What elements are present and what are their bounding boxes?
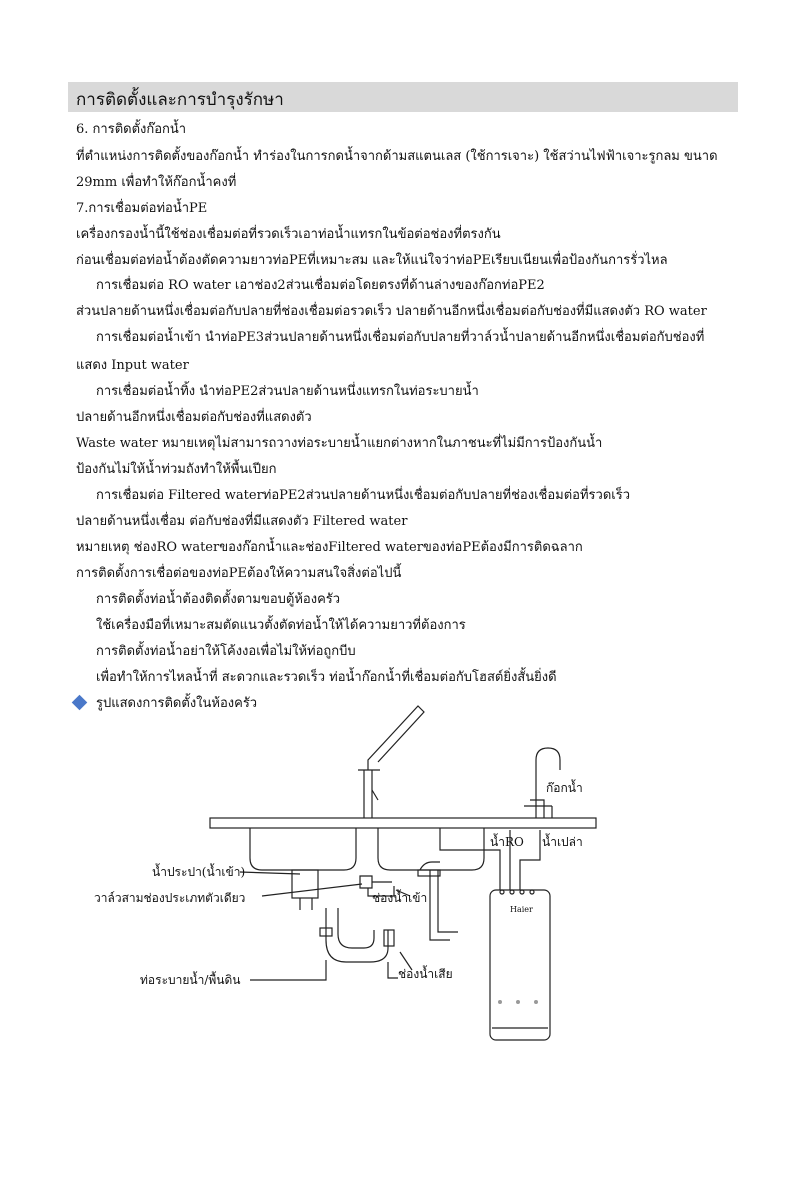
sink-right bbox=[378, 828, 484, 870]
paragraph-line: ป้องกันไม่ให้น้ำท่วมถังทำให้พื้นเปียก bbox=[76, 462, 277, 477]
paragraph-line: 6. การติดตั้งก๊อกน้ำ bbox=[76, 122, 187, 137]
three-way-valve bbox=[360, 876, 392, 888]
paragraph-line: ปลายด้านหนึ่งเชื่อม ต่อกับช่องที่มีแสดงตัว Filtered water bbox=[76, 514, 408, 529]
paragraph-line: การติดตั้งการเชื่อต่อของท่อPEต้องให้ความสนใจสิ่งต่อไปนี้ bbox=[76, 566, 402, 581]
paragraph-line: เครื่องกรองน้ำนี้ใช้ช่องเชื่อมต่อที่รวดเร็วเอาท่อน้ำแทรกในข้อต่อช่องที่ตรงกัน bbox=[76, 227, 501, 242]
label-inlet-port: ช่องน้ำเข้า bbox=[372, 891, 428, 905]
brand-label: Haier bbox=[510, 905, 533, 914]
label-faucet: ก๊อกน้ำ bbox=[546, 781, 583, 795]
counter-top bbox=[210, 818, 596, 828]
paragraph-line: หมายเหตุ ช่องRO waterของก๊อกน้ำและช่องFiltered waterของท่อPEต้องมีการติดฉลาก bbox=[76, 540, 583, 555]
paragraph-line: ก่อนเชื่อมต่อท่อน้ำต้องตัดความยาวท่อPEที่เหมาะสม และให้แน่ใจว่าท่อPEเรียบเนียนเพื่อป้องกันการรั่วไหล bbox=[76, 253, 668, 268]
label-waste-port: ช่องน้ำเสีย bbox=[398, 967, 453, 981]
paragraph-line: การติดตั้งท่อน้ำต้องติดตั้งตามขอบตู้ห้องครัว bbox=[96, 592, 341, 607]
paragraph-line: การเชื่อมต่อน้ำทิ้ง นำท่อPE2ส่วนปลายด้านหนึ่งแทรกในท่อระบายน้ำ bbox=[96, 384, 479, 399]
label-tap-inlet: น้ำประปา(น้ำเข้า) bbox=[152, 865, 246, 879]
paragraph-line: ปลายด้านอีกหนึ่งเชื่อมต่อกับช่องที่แสดงตัว bbox=[76, 410, 312, 425]
label-pure-water: น้ำเปล่า bbox=[542, 835, 583, 849]
paragraph-line: 7.การเชื่อมต่อท่อน้ำPE bbox=[76, 201, 208, 216]
drain-trap bbox=[300, 898, 388, 962]
paragraph-line: ส่วนปลายด้านหนึ่งเชื่อมต่อกับปลายที่ช่องเชื่อมต่อรวดเร็ว ปลายด้านอีกหนึ่งเชื่อมต่อกับช่องที่มีแสดงตัว RO water bbox=[76, 304, 707, 319]
paragraph-line: เพื่อทำให้การไหลน้ำที่ สะดวกและรวดเร็ว ท่อน้ำก๊อกน้ำที่เชื่อมต่อกับโฮสต์ยิ่งสั้นยิ่งดี bbox=[96, 670, 557, 685]
sink-left bbox=[250, 828, 356, 870]
paragraph-line: การเชื่อมต่อน้ำเข้า นำท่อPE3ส่วนปลายด้านหนึ่งเชื่อมต่อกับปลายที่วาล์วน้ำปลายด้านอีกหนึ่งเชื่อมต่อกับช่องที่ bbox=[96, 330, 705, 345]
paragraph-line: 29mm เพื่อทำให้ก๊อกน้ำคงที่ bbox=[76, 175, 237, 190]
label-valve: วาล์วสามช่องประเภทตัวเดียว bbox=[94, 891, 246, 905]
section-title: การติดตั้งและการบำรุงรักษา bbox=[76, 90, 284, 110]
figure-caption: รูปแสดงการติดตั้งในห้องครัว bbox=[96, 696, 258, 711]
paragraph-line: การติดตั้งท่อน้ำอย่าให้โค้งงอเพื่อไม่ให้ท่อถูกบีบ bbox=[96, 644, 356, 659]
paragraph-line: Waste water หมายเหตุไม่สามารถวางท่อระบายน้ำแยกต่างหากในภาชนะที่ไม่มีการป้องกันน้ำ bbox=[76, 436, 603, 451]
paragraph-line: การเชื่อมต่อ Filtered waterท่อPE2ส่วนปลายด้านหนึ่งเชื่อมต่อกับปลายที่ช่องเชื่อมต่อที่รวดเร็ว bbox=[96, 488, 630, 503]
paragraph-line: การเชื่อมต่อ RO water เอาช่อง2ส่วนเชื่อมต่อโดยตรงที่ด้านล่างของก๊อกท่อPE2 bbox=[96, 278, 545, 293]
label-drain: ท่อระบายน้ำ/พื้นดิน bbox=[140, 973, 241, 987]
inlet-tube bbox=[430, 870, 458, 940]
paragraph-line: แสดง Input water bbox=[76, 358, 189, 373]
label-ro-water: น้ำRO bbox=[490, 835, 524, 849]
mixer-faucet bbox=[358, 706, 424, 818]
paragraph-line: ใช้เครื่องมือที่เหมาะสมตัดแนวตั้งตัดท่อน้ำให้ได้ความยาวที่ต้องการ bbox=[96, 618, 466, 633]
paragraph-line: ที่ตำแหน่งการติดตั้งของก๊อกน้ำ ทำร่องในการกดน้ำจากด้ามสแตนเลส (ใช้การเจาะ) ใช้สว่านไฟฟ้าเจาะรูกลม ขนาด bbox=[76, 149, 718, 164]
